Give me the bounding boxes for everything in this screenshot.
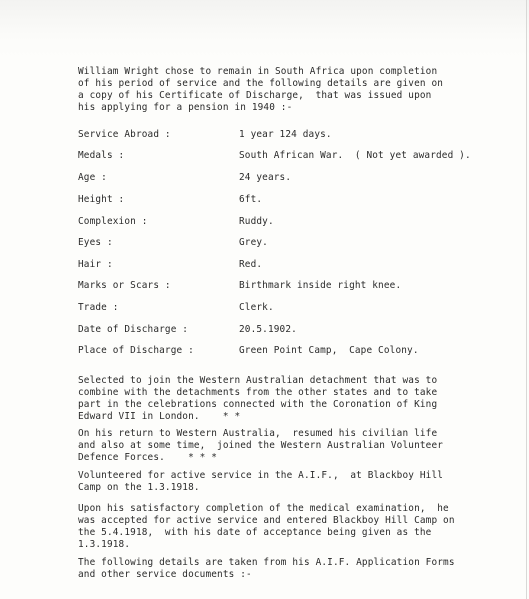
paragraph-line: part in the celebrations connected with the Coronation of King bbox=[78, 399, 438, 410]
intro-line: a copy of his Certificate of Discharge, that was issued upon bbox=[78, 90, 432, 101]
paragraph-line: Camp on the 1.3.1918. bbox=[78, 482, 200, 493]
intro-paragraph bbox=[78, 66, 518, 114]
paragraph-line: Defence Forces. * * * bbox=[78, 452, 218, 463]
paragraph-line: combine with the detachments from the other states and to take bbox=[78, 387, 438, 398]
detail-value: Red. bbox=[239, 259, 263, 270]
detail-label: Trade : bbox=[78, 302, 119, 313]
page-edge-line bbox=[526, 0, 527, 599]
detail-row-eyes bbox=[78, 237, 518, 249]
paragraph-line: Selected to join the Western Australian detachment that was to bbox=[78, 375, 438, 386]
detail-label: Date of Discharge : bbox=[78, 324, 189, 335]
detail-value: Green Point Camp, Cape Colony. bbox=[239, 345, 419, 356]
paragraph-line: and other service documents :- bbox=[78, 569, 252, 580]
detail-row-service-abroad bbox=[78, 129, 518, 141]
detail-label: Marks or Scars : bbox=[78, 280, 171, 291]
detail-value: Clerk. bbox=[239, 302, 274, 313]
detail-row-complexion bbox=[78, 216, 518, 228]
detail-value: South African War. ( Not yet awarded ). bbox=[239, 150, 471, 161]
detail-value: 6ft. bbox=[239, 194, 263, 205]
detail-label: Height : bbox=[78, 194, 125, 205]
paragraph-coronation-detachment bbox=[78, 375, 518, 423]
detail-value: 20.5.1902. bbox=[239, 324, 297, 335]
intro-line: his applying for a pension in 1940 :- bbox=[78, 102, 293, 113]
intro-line: of his period of service and the following details are given on bbox=[78, 78, 444, 89]
detail-row-height bbox=[78, 194, 518, 206]
detail-label: Medals : bbox=[78, 150, 125, 161]
detail-row-trade bbox=[78, 302, 518, 314]
detail-row-hair bbox=[78, 259, 518, 271]
intro-line: William Wright chose to remain in South Africa upon completion bbox=[78, 66, 438, 77]
detail-row-date-of-discharge bbox=[78, 324, 518, 336]
detail-value: 24 years. bbox=[239, 172, 292, 183]
paragraph-line: Upon his satisfactory completion of the medical examination, he bbox=[78, 503, 449, 514]
detail-value: Grey. bbox=[239, 237, 268, 248]
detail-label: Age : bbox=[78, 172, 107, 183]
detail-row-age bbox=[78, 172, 518, 184]
detail-row-marks-or-scars bbox=[78, 280, 518, 292]
detail-value: 1 year 124 days. bbox=[239, 129, 332, 140]
paragraph-line: The following details are taken from his A.I.F. Application Forms bbox=[78, 557, 455, 568]
paragraph-line: the 5.4.1918, with his date of acceptance being given as the bbox=[78, 527, 432, 538]
paragraph-aif-documents bbox=[78, 557, 518, 581]
detail-label: Place of Discharge : bbox=[78, 345, 194, 356]
paragraph-return-to-wa bbox=[78, 428, 518, 464]
paragraph-line: Edward VII in London. * * bbox=[78, 411, 241, 422]
paragraph-volunteered-aif bbox=[78, 470, 518, 494]
detail-label: Service Abroad : bbox=[78, 129, 171, 140]
detail-value: Birthmark inside right knee. bbox=[239, 280, 402, 291]
detail-label: Complexion : bbox=[78, 216, 148, 227]
paragraph-line: 1.3.1918. bbox=[78, 539, 131, 550]
detail-label: Eyes : bbox=[78, 237, 113, 248]
paragraph-line: and also at some time, joined the Western Australian Volunteer bbox=[78, 440, 444, 451]
paragraph-line: Volunteered for active service in the A.I.F., at Blackboy Hill bbox=[78, 470, 444, 481]
paragraph-medical-examination bbox=[78, 503, 518, 551]
detail-value: Ruddy. bbox=[239, 216, 274, 227]
scan-shading bbox=[0, 0, 529, 58]
detail-label: Hair : bbox=[78, 259, 113, 270]
paragraph-line: was accepted for active service and entered Blackboy Hill Camp on bbox=[78, 515, 455, 526]
paragraph-line: On his return to Western Australia, resumed his civilian life bbox=[78, 428, 438, 439]
detail-row-medals bbox=[78, 150, 518, 162]
detail-row-place-of-discharge bbox=[78, 345, 518, 357]
